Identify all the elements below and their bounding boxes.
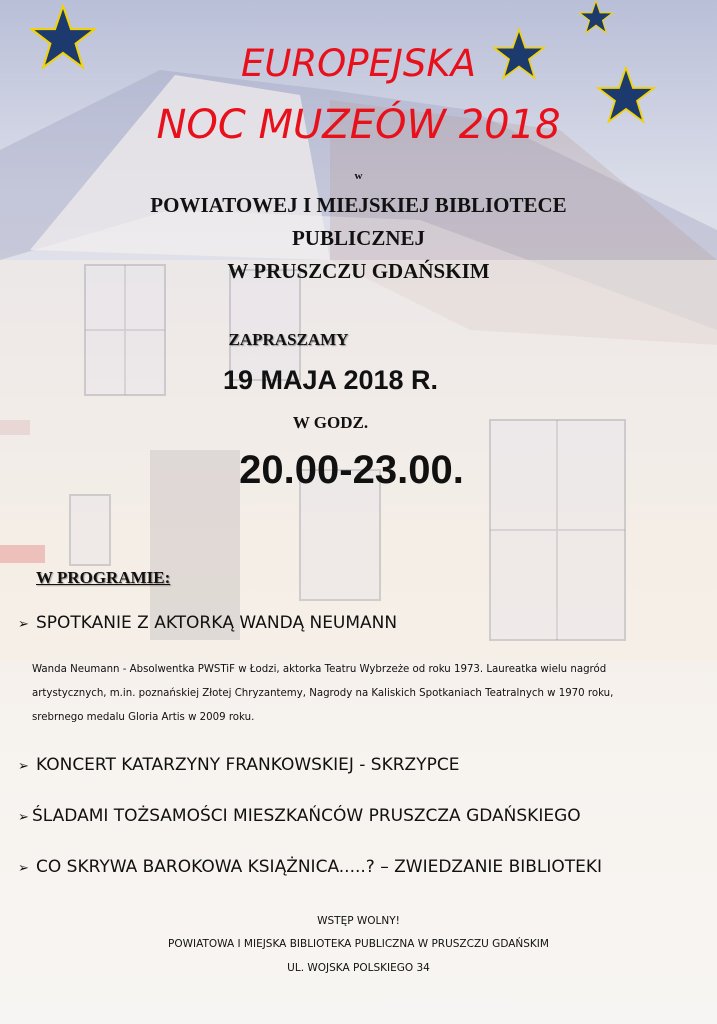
event-date: 19 MAJA 2018 R. [222,365,439,395]
title-line-1: EUROPEJSKA [241,42,476,85]
event-hours: 20.00-23.00. [239,448,464,492]
footer-address: UL. WOJSKA POLSKIEGO 34 [287,962,430,974]
program-item-text: ŚLADAMI TOŻSAMOŚCI MIESZKAŃCÓW PRUSZCZA GDAŃSKIEGO [32,806,581,826]
program-item [18,755,459,775]
invite-text: ZAPRASZAMY [228,330,349,349]
bio-paragraph [32,658,692,730]
arrow-bullet-icon: ➢ [18,759,29,774]
venue-line-1: POWIATOWEJ I MIEJSKIEJ BIBLIOTECE [150,193,567,217]
conjunction: w [354,170,363,182]
program-item [18,613,397,633]
venue-line-3: W PRUSZCZU GDAŃSKIM [227,259,490,283]
program-item [18,857,602,877]
program-item-text: CO SKRYWA BAROKOWA KSIĄŻNICA.....? – ZWIEDZANIE BIBLIOTEKI [36,857,603,877]
bio-line: artystycznych, m.in. poznańskiej Złotej Chryzantemy, Nagrody na Kaliskich Spotkaniach Teatralnych w 1970 roku, [32,688,614,699]
arrow-bullet-icon: ➢ [18,861,29,876]
venue-line-2: PUBLICZNEJ [291,226,426,250]
bio-line: srebrnego medalu Gloria Artis w 2009 roku. [32,712,255,723]
program-item [18,806,581,826]
footer-library-name: POWIATOWA I MIEJSKA BIBLIOTEKA PUBLICZNA W PRUSZCZU GDAŃSKIM [168,938,549,950]
program-item-text: SPOTKANIE Z AKTORKĄ WANDĄ NEUMANN [36,613,398,633]
title-line-2: NOC MUZEÓW 2018 [156,102,561,148]
bio-line: Wanda Neumann - Absolwentka PWSTiF w Łodzi, aktorka Teatru Wybrzeże od roku 1973. Laureatka wielu nagród [32,664,607,675]
program-heading: W PROGRAMIE: [36,568,171,587]
footer-free-entry: WSTĘP WOLNY! [317,915,400,927]
program-item-text: KONCERT KATARZYNY FRANKOWSKIEJ - SKRZYPCE [36,755,460,775]
arrow-bullet-icon: ➢ [18,617,29,632]
star-icon [575,0,617,34]
hour-label: W GODZ. [292,413,369,432]
arrow-bullet-icon: ➢ [18,810,29,825]
